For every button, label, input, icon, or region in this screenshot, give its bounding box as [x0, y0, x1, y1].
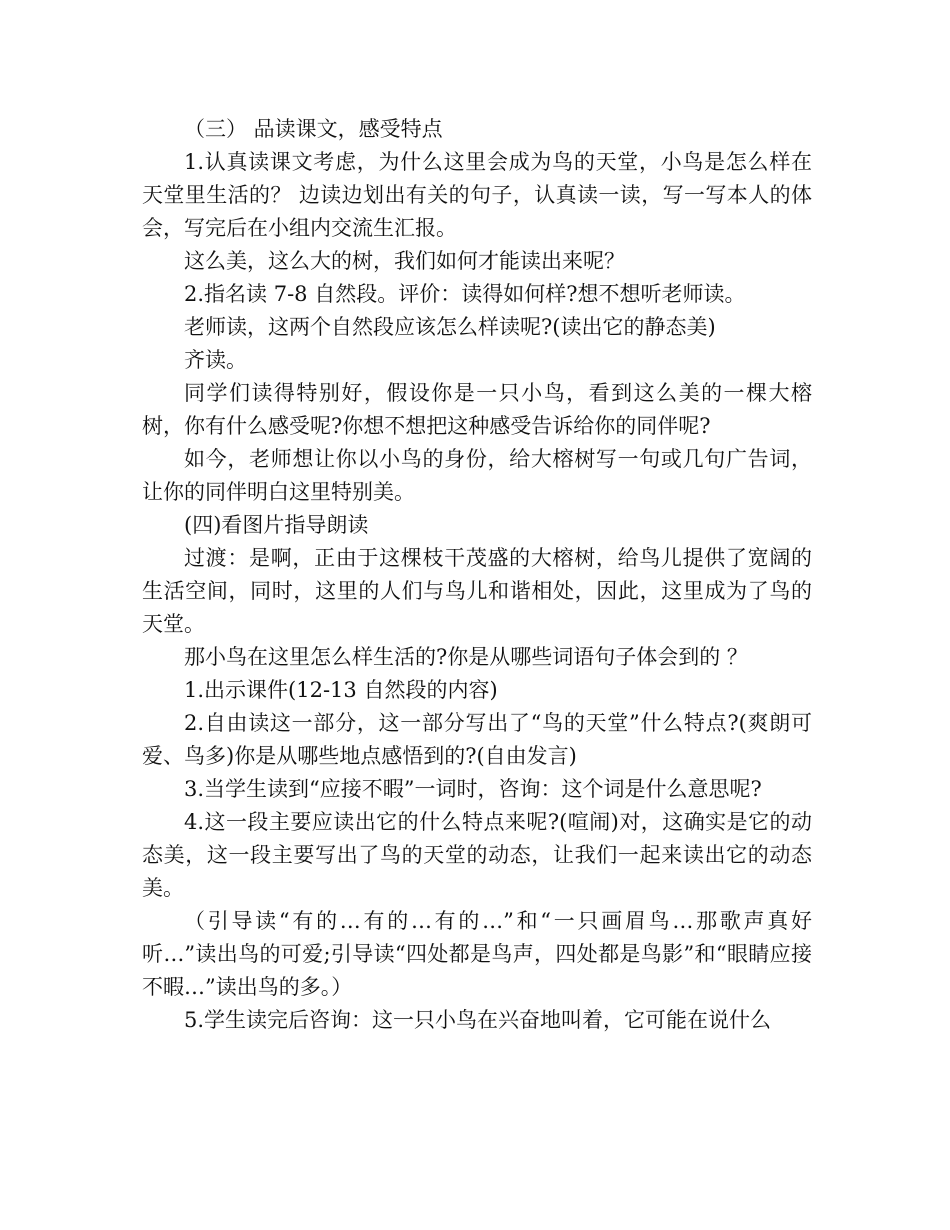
paragraph: 这么美，这么大的树，我们如何才能读出来呢？ [184, 249, 625, 273]
paragraph: 过渡：是啊，正由于这棵枝干茂盛的大榕树，给鸟儿提供了宽阔的生活空间，同时，这里的人们与鸟儿和谐相处，因此，这里成为了鸟的天堂。 [142, 546, 812, 636]
paragraph: 同学们读得特别好，假设你是一只小鸟，看到这么美的一棵大榕树，你有什么感受呢?你想不想把这种感受告诉给你的同伴呢? [142, 381, 812, 438]
paragraph: 5.学生读完后咨询：这一只小鸟在兴奋地叫着，它可能在说什么 [184, 1008, 772, 1032]
paragraph: 齐读。 [184, 348, 247, 372]
paragraph: 1.认真读课文考虑，为什么这里会成为鸟的天堂，小鸟是怎么样在天堂里生活的？ 边读边划出有关的句子，认真读一读，写一写本人的体会，写完后在小组内交流生汇报。 [142, 150, 812, 240]
paragraph: 2.指名读 7-8 自然段。评价：读得如何样?想不想听老师读。 [184, 282, 746, 306]
paragraph: 如今，老师想让你以小鸟的身份，给大榕树写一句或几句广告词，让你的同伴明白这里特别美。 [142, 447, 812, 504]
document-body [142, 113, 812, 1037]
paragraph: （引导读“有的…有的…有的…”和“一只画眉鸟…那歌声真好听…”读出鸟的可爱;引导读“四处都是鸟声，四处都是鸟影”和“眼睛应接不暇…”读出鸟的多。） [142, 909, 812, 999]
paragraph: 那小鸟在这里怎么样生活的?你是从哪些词语句子体会到的 ？ [184, 645, 748, 669]
paragraph: 老师读，这两个自然段应该怎么样读呢?(读出它的静态美) [184, 315, 716, 339]
paragraph: 4.这一段主要应读出它的什么特点来呢?(喧闹)对，这确实是它的动态美，这一段主要写出了鸟的天堂的动态，让我们一起来读出它的动态美。 [142, 810, 812, 900]
paragraph: 2.自由读这一部分，这一部分写出了“鸟的天堂”什么特点?(爽朗可爱、鸟多)你是从哪些地点感悟到的?(自由发言) [142, 711, 812, 768]
paragraph: 3.当学生读到“应接不暇”一词时，咨询：这个词是什么意思呢? [184, 777, 762, 801]
paragraph: 1.出示课件(12-13 自然段的内容) [184, 678, 498, 702]
section-heading-four: (四)看图片指导朗读 [184, 513, 369, 537]
section-heading-three: （三） 品读课文，感受特点 [184, 117, 443, 141]
